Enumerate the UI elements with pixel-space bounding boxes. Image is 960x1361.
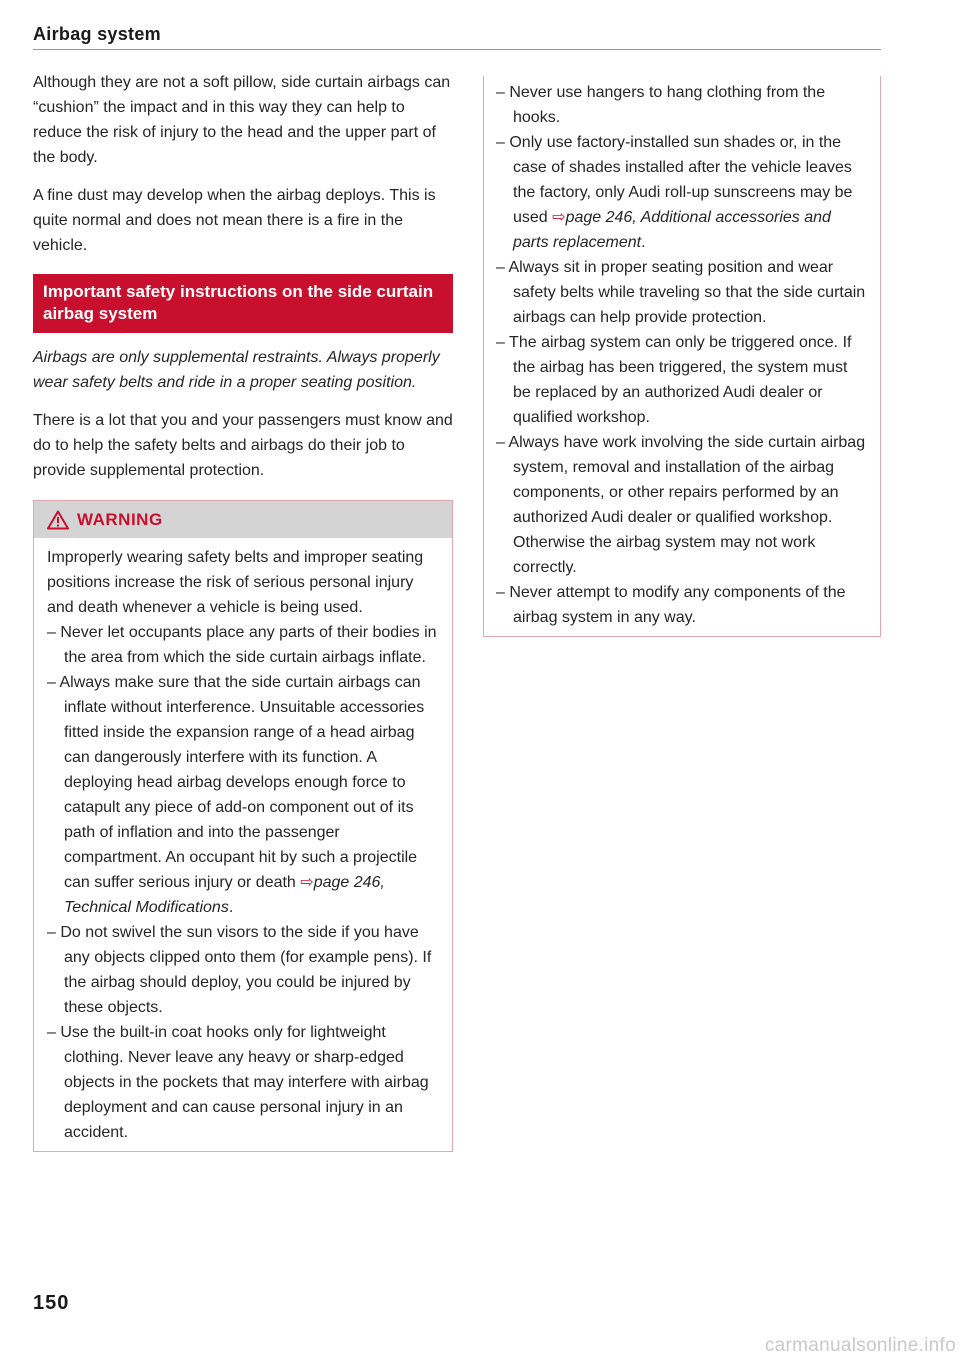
page-reference-link[interactable]: ⇨page 246, Additional accessories and parts replacement [513,209,831,251]
warning-header [34,501,452,538]
left-column [33,70,453,1152]
arrow-right-icon: ⇨ [300,874,314,891]
warning-list-item: – The airbag system can only be triggered once. If the airbag has been triggered, the system must be replaced by an authorized Audi dealer or qualified workshop. [496,334,852,426]
warning-text: Improperly wearing safety belts and improper seating positions increase the risk of serious personal injury and death whenever a vehicle is being used. [47,549,424,616]
warning-list-item: – Never let occupants place any parts of their bodies in the area from which the side curtain airbags inflate. [47,624,437,666]
section-intro: Airbags are only supplemental restraints. Always properly wear safety belts and ride in a proper seating position. [33,349,440,391]
warning-list-item: – Only use factory-installed sun shades or, in the case of shades installed after the vehicle leaves the factory, only Audi roll-up sunscreens may be used ⇨page 246, Additional accessories and parts replacement. [496,134,853,251]
warning-body [34,538,452,1151]
paragraph-fine-dust: A fine dust may develop when the airbag deploys. This is quite normal and does not mean there is a fire in the vehicle. [33,187,436,254]
paragraph-curtain-airbags: Although they are not a soft pillow, side curtain airbags can “cushion” the impact and in this way they can help to reduce the risk of injury to the head and the upper part of the body. [33,74,451,166]
paragraph-passengers: There is a lot that you and your passengers must know and do to help the safety belts and airbags do their job to provide supplemental protection. [33,412,453,479]
warning-box [33,500,453,1152]
warning-list-item: – Never attempt to modify any components of the airbag system in any way. [496,584,846,626]
warning-list-item: – Always have work involving the side curtain airbag system, removal and installation of the airbag components, or other repairs performed by an authorized Audi dealer or qualified workshop. Otherwise the airbag system may not work correctly. [496,434,866,576]
warning-list-item: – Use the built-in coat hooks only for lightweight clothing. Never leave any heavy or sharp-edged objects in the pockets that may interfere with airbag deployment and can cause personal injury in an accident. [47,1024,429,1141]
watermark: carmanualsonline.info [764,1335,956,1356]
warning-list-item: – Do not swivel the sun visors to the side if you have any objects clipped onto them (for example pens). If the airbag should deploy, you could be injured by these objects. [47,924,432,1016]
warning-list-item: – Always sit in proper seating position and wear safety belts while traveling so that the side curtain airbags can help provide protection. [496,259,866,326]
warning-list-item: – Always make sure that the side curtain airbags can inflate without interference. Unsuitable accessories fitted inside the expansion range of a head airbag can dangerously interfere with its function. A deploying head airbag develops enough force to catapult any piece of add-on component out of its path of inflation and into the passenger compartment. An occupant hit by such a projectile can suffer serious injury or death ⇨page 246, Technical Modifications. [47,674,425,916]
right-column [483,76,881,637]
section-heading: Important safety instructions on the side curtain airbag system [33,274,453,333]
warning-title: WARNING [77,510,163,529]
page-number: 150 [33,1292,70,1314]
running-header: Airbag system [33,24,161,44]
warning-triangle-icon [47,510,69,530]
page-reference-link[interactable]: ⇨page 246, Technical Modifications [64,874,385,916]
arrow-right-icon: ⇨ [552,209,566,226]
warning-continuation-box [483,76,881,637]
header-rule [33,49,881,50]
warning-list-item: – Never use hangers to hang clothing from the hooks. [496,84,826,126]
